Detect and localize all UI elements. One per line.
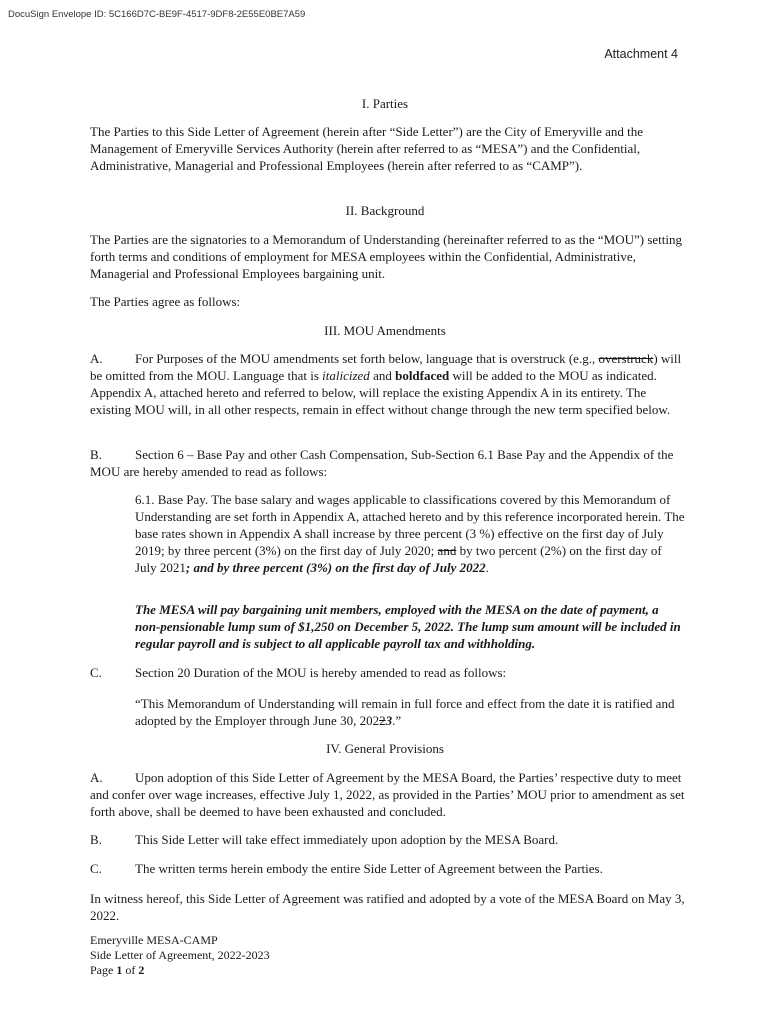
amendment-c-text: Section 20 Duration of the MOU is hereby amended to read as follows: — [135, 665, 507, 680]
amendment-a-text-1: For Purposes of the MOU amendments set forth below, language that is overstruck (e.g., — [135, 351, 596, 366]
amendment-c-paragraph — [90, 664, 690, 681]
attachment-label: Attachment 4 — [604, 47, 678, 61]
base-pay-end: . — [485, 560, 489, 575]
italic-example: italicized — [322, 368, 370, 383]
amendment-a-text-3: and — [373, 368, 392, 383]
item-letter: A. — [90, 770, 103, 785]
lump-sum-paragraph: The MESA will pay bargaining unit members, employed with the MESA on the date of payment, a non-pensionable lump sum of $1,250 on December 5, 2022. The lump sum amount will be included in regular payroll and is subject to all applicable payroll tax and withholding. — [135, 602, 681, 651]
docusign-envelope-id: DocuSign Envelope ID: 5C166D7C-BE9F-4517-9DF8-2E55E0BE7A59 — [8, 9, 306, 20]
base-pay-strike: and — [437, 543, 457, 558]
section-heading-parties: I. Parties — [361, 96, 409, 111]
footer-line-2: Side Letter of Agreement, 2022-2023 — [90, 948, 270, 962]
base-pay-paragraph — [135, 491, 685, 576]
duration-text: “This Memorandum of Understanding will remain in full force and effect from the date it is ratified and adopted by the Employer through June 30, 202 — [135, 696, 675, 728]
agree-paragraph: The Parties agree as follows: — [90, 294, 241, 309]
page-current: 1 — [116, 963, 123, 977]
page-of: of — [122, 963, 139, 977]
duration-paragraph — [135, 695, 685, 729]
general-a-text: Upon adoption of this Side Letter of Agreement by the MESA Board, the Parties’ respective duty to meet and confer over wage increases, effective July 1, 2022, as provided in the Parties’ MOU prior to amendment as set forth above, shall be deemed to have been exhausted and concluded. — [90, 770, 685, 819]
base-pay-text-2: by two percent (2%) on the first day of July 2021 — [135, 543, 662, 575]
duration-end: .” — [392, 713, 402, 728]
amendment-a-text-4: will be added to the MOU as indicated. Appendix A, attached hereto and referred to below, will replace the existing Appendix A in its entirety. The existing MOU will, in all other respects, remain in effect without change through the new term specified below. — [90, 368, 671, 417]
bold-example: boldfaced — [395, 368, 450, 383]
witness-paragraph: In witness hereof, this Side Letter of Agreement was ratified and adopted by a vote of the MESA Board on May 3, 2022. — [90, 891, 685, 923]
item-letter: C. — [90, 665, 102, 680]
general-c-text: The written terms herein embody the entire Side Letter of Agreement between the Parties. — [135, 861, 603, 876]
parties-paragraph: The Parties to this Side Letter of Agreement (herein after “Side Letter”) are the City of Emeryville and the Management of Emeryville Services Authority (herein after referred to as “MESA”) and the Confidential, Administrative, Managerial and Professional Employees (herein after referred to as “CAMP”). — [90, 124, 644, 173]
page-prefix: Page — [90, 963, 117, 977]
page-total: 2 — [138, 963, 145, 977]
item-letter: B. — [90, 832, 102, 847]
duration-addition: 3 — [385, 713, 393, 728]
general-b-text: This Side Letter will take effect immediately upon adoption by the MESA Board. — [135, 832, 559, 847]
section-heading-amendments: III. MOU Amendments — [324, 323, 446, 338]
footer-line-1: Emeryville MESA-CAMP — [90, 933, 218, 947]
base-pay-text-1: 6.1. Base Pay. The base salary and wages applicable to classifications covered by this Memorandum of Understanding are set forth in Appendix A, attached hereto and by this reference incorporated herein. The base rates shown in Appendix A shall increase by three percent (3 %) effective on the first day of July 2019; by three percent (3%) on the first day of July 2020; — [135, 492, 685, 558]
duration-strike: 2 — [379, 713, 386, 728]
page-number — [90, 963, 270, 978]
general-b-paragraph — [90, 831, 690, 848]
amendment-a-text-2: ) will be omitted from the MOU. Language that is — [90, 351, 682, 383]
background-paragraph: The Parties are the signatories to a Memorandum of Understanding (hereinafter referred to as the “MOU”) setting forth terms and conditions of employment for MESA employees within the Confidential, Administrative, Managerial and Professional Employees bargaining unit. — [90, 232, 683, 281]
overstruck-example: overstruck — [598, 351, 654, 366]
amendment-a-paragraph — [90, 350, 690, 418]
general-a-paragraph — [90, 769, 690, 820]
section-heading-background: II. Background — [345, 203, 425, 218]
item-letter: A. — [90, 351, 103, 366]
item-letter: B. — [90, 447, 102, 462]
amendment-b-text: Section 6 – Base Pay and other Cash Compensation, Sub-Section 6.1 Base Pay and the Appendix of the MOU are hereby amended to read as follows: — [90, 447, 674, 479]
amendment-b-paragraph — [90, 446, 690, 480]
item-letter: C. — [90, 861, 102, 876]
base-pay-addition: ; and by three percent (3%) on the first day of July 2022 — [185, 560, 486, 575]
general-c-paragraph — [90, 860, 690, 877]
section-heading-general: IV. General Provisions — [326, 741, 444, 756]
page-footer — [90, 933, 270, 978]
